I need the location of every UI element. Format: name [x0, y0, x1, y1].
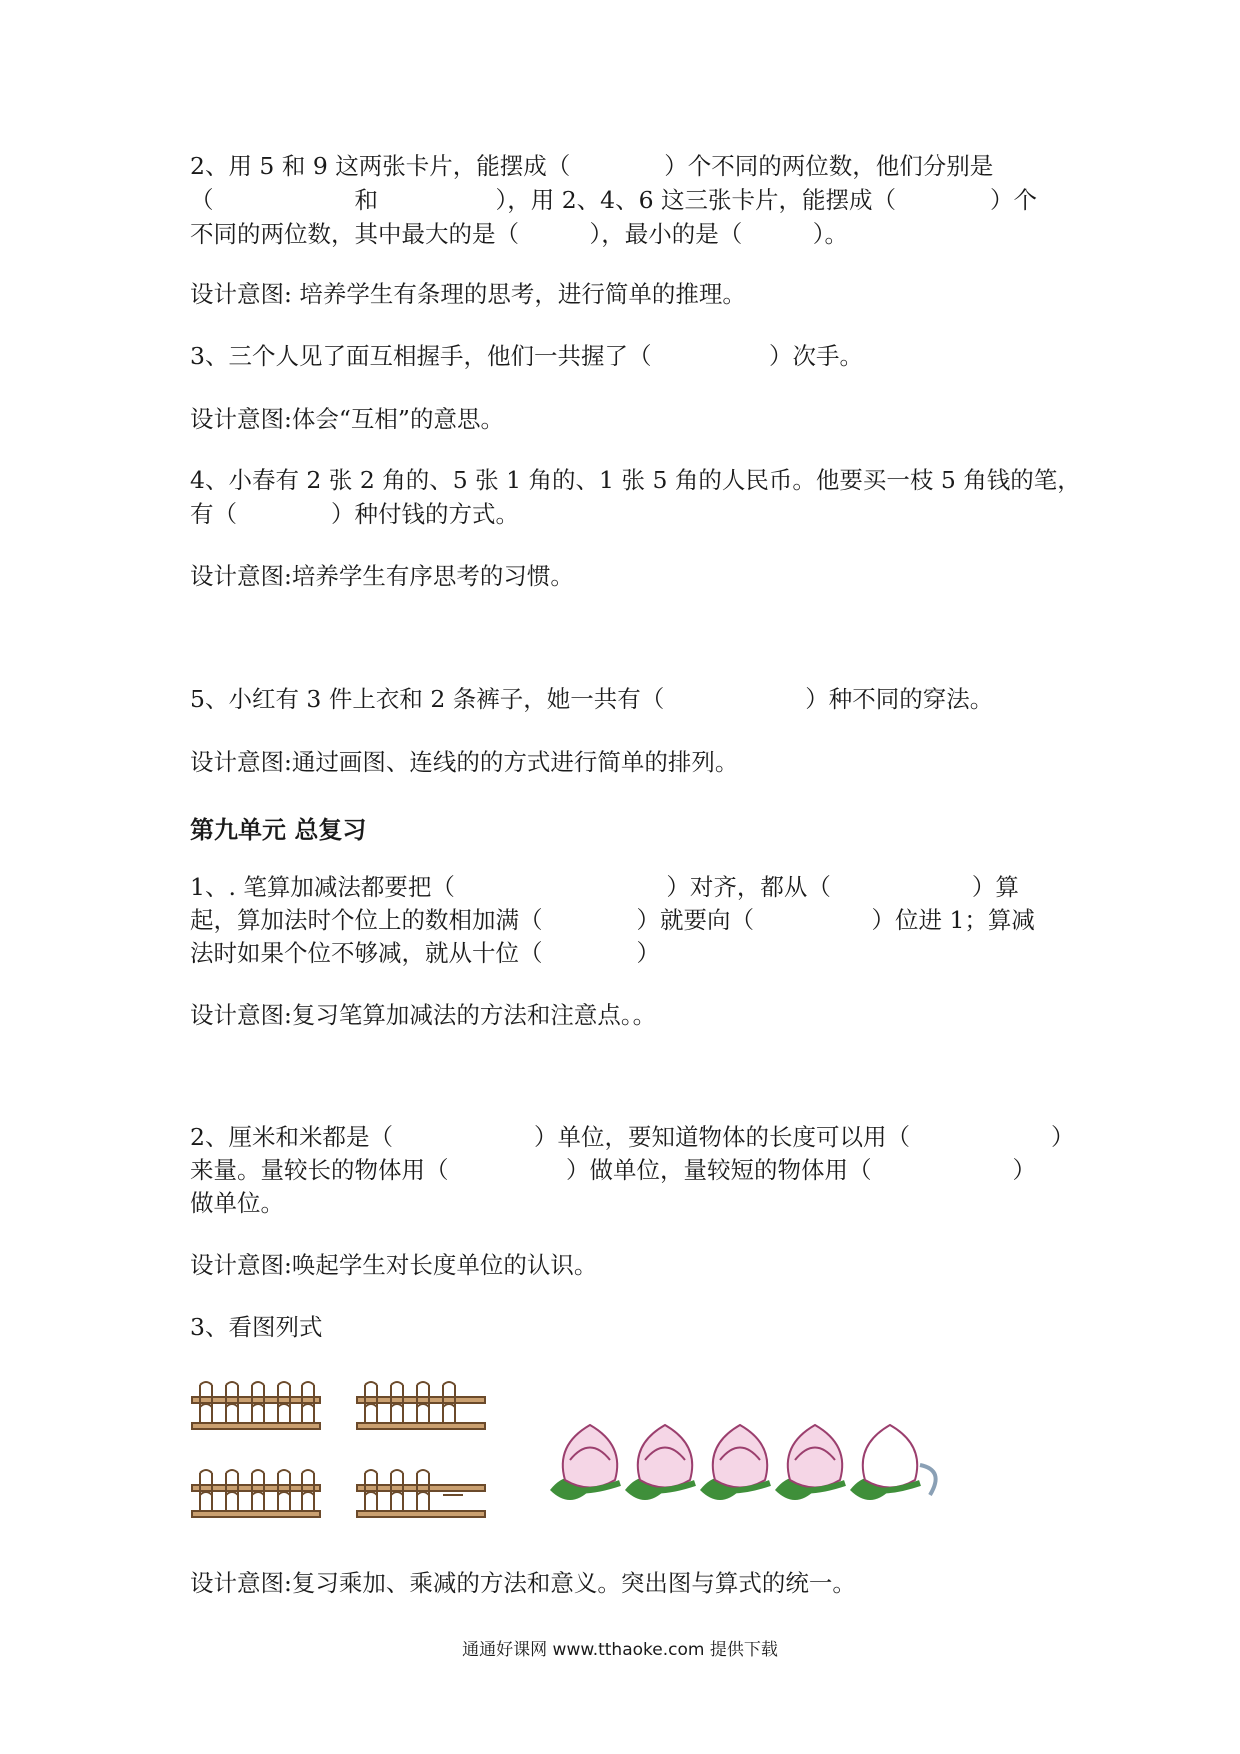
unit9-q1-line-1: 1、. 笔算加减法都要把（ ）对齐，都从（ ）算	[190, 873, 1019, 901]
peg-rows-figure	[190, 1375, 510, 1535]
unit9-q3-line-1: 3、看图列式	[190, 1313, 323, 1341]
q2-line-2: （ 和 ），用 2、4、6 这三张卡片，能摆成（ ）个	[190, 186, 1038, 214]
q5-line-1: 5、小红有 3 件上衣和 2 条裤子，她一共有（ ）种不同的穿法。	[190, 685, 994, 713]
unit9-q2-line-3: 做单位。	[190, 1189, 284, 1217]
q2-line-3: 不同的两位数，其中最大的是（ ），最小的是（ ）。	[190, 220, 848, 248]
unit9-q1-design-intent: 设计意图:复习笔算加减法的方法和注意点。。	[190, 1001, 657, 1029]
unit9-q3-design-intent: 设计意图:复习乘加、乘减的方法和意义。突出图与算式的统一。	[190, 1569, 856, 1597]
unit9-q2-line-2: 来量。量较长的物体用（ ）做单位，量较短的物体用（ ）	[190, 1156, 1036, 1184]
q2-design-intent: 设计意图: 培养学生有条理的思考，进行简单的推理。	[190, 280, 746, 308]
footer-source: 通通好课网 www.tthaoke.com 提供下载	[462, 1640, 778, 1660]
unit9-q1-line-2: 起，算加法时个位上的数相加满（ ）就要向（ ）位进 1；算减	[190, 906, 1035, 934]
unit9-q2-line-1: 2、厘米和米都是（ ）单位，要知道物体的长度可以用（ ）	[190, 1123, 1075, 1151]
flowers-figure	[540, 1405, 940, 1525]
unit9-title: 第九单元 总复习	[190, 815, 367, 844]
unit9-q2-design-intent: 设计意图:唤起学生对长度单位的认识。	[190, 1251, 598, 1279]
q4-design-intent: 设计意图:培养学生有序思考的习惯。	[190, 562, 574, 590]
q3-design-intent: 设计意图:体会“互相”的意思。	[190, 405, 504, 433]
q3-line-1: 3、三个人见了面互相握手，他们一共握了（ ）次手。	[190, 342, 863, 370]
q4-line-1: 4、小春有 2 张 2 角的、5 张 1 角的、1 张 5 角的人民币。他要买一枝 5 角钱的笔，	[190, 466, 1081, 494]
q5-design-intent: 设计意图:通过画图、连线的的方式进行简单的排列。	[190, 748, 739, 776]
q4-line-2: 有（ ）种付钱的方式。	[190, 500, 519, 528]
unit9-q1-line-3: 法时如果个位不够减，就从十位（ ）	[190, 939, 660, 967]
q2-line-1: 2、用 5 和 9 这两张卡片，能摆成（ ）个不同的两位数，他们分别是	[190, 152, 994, 180]
